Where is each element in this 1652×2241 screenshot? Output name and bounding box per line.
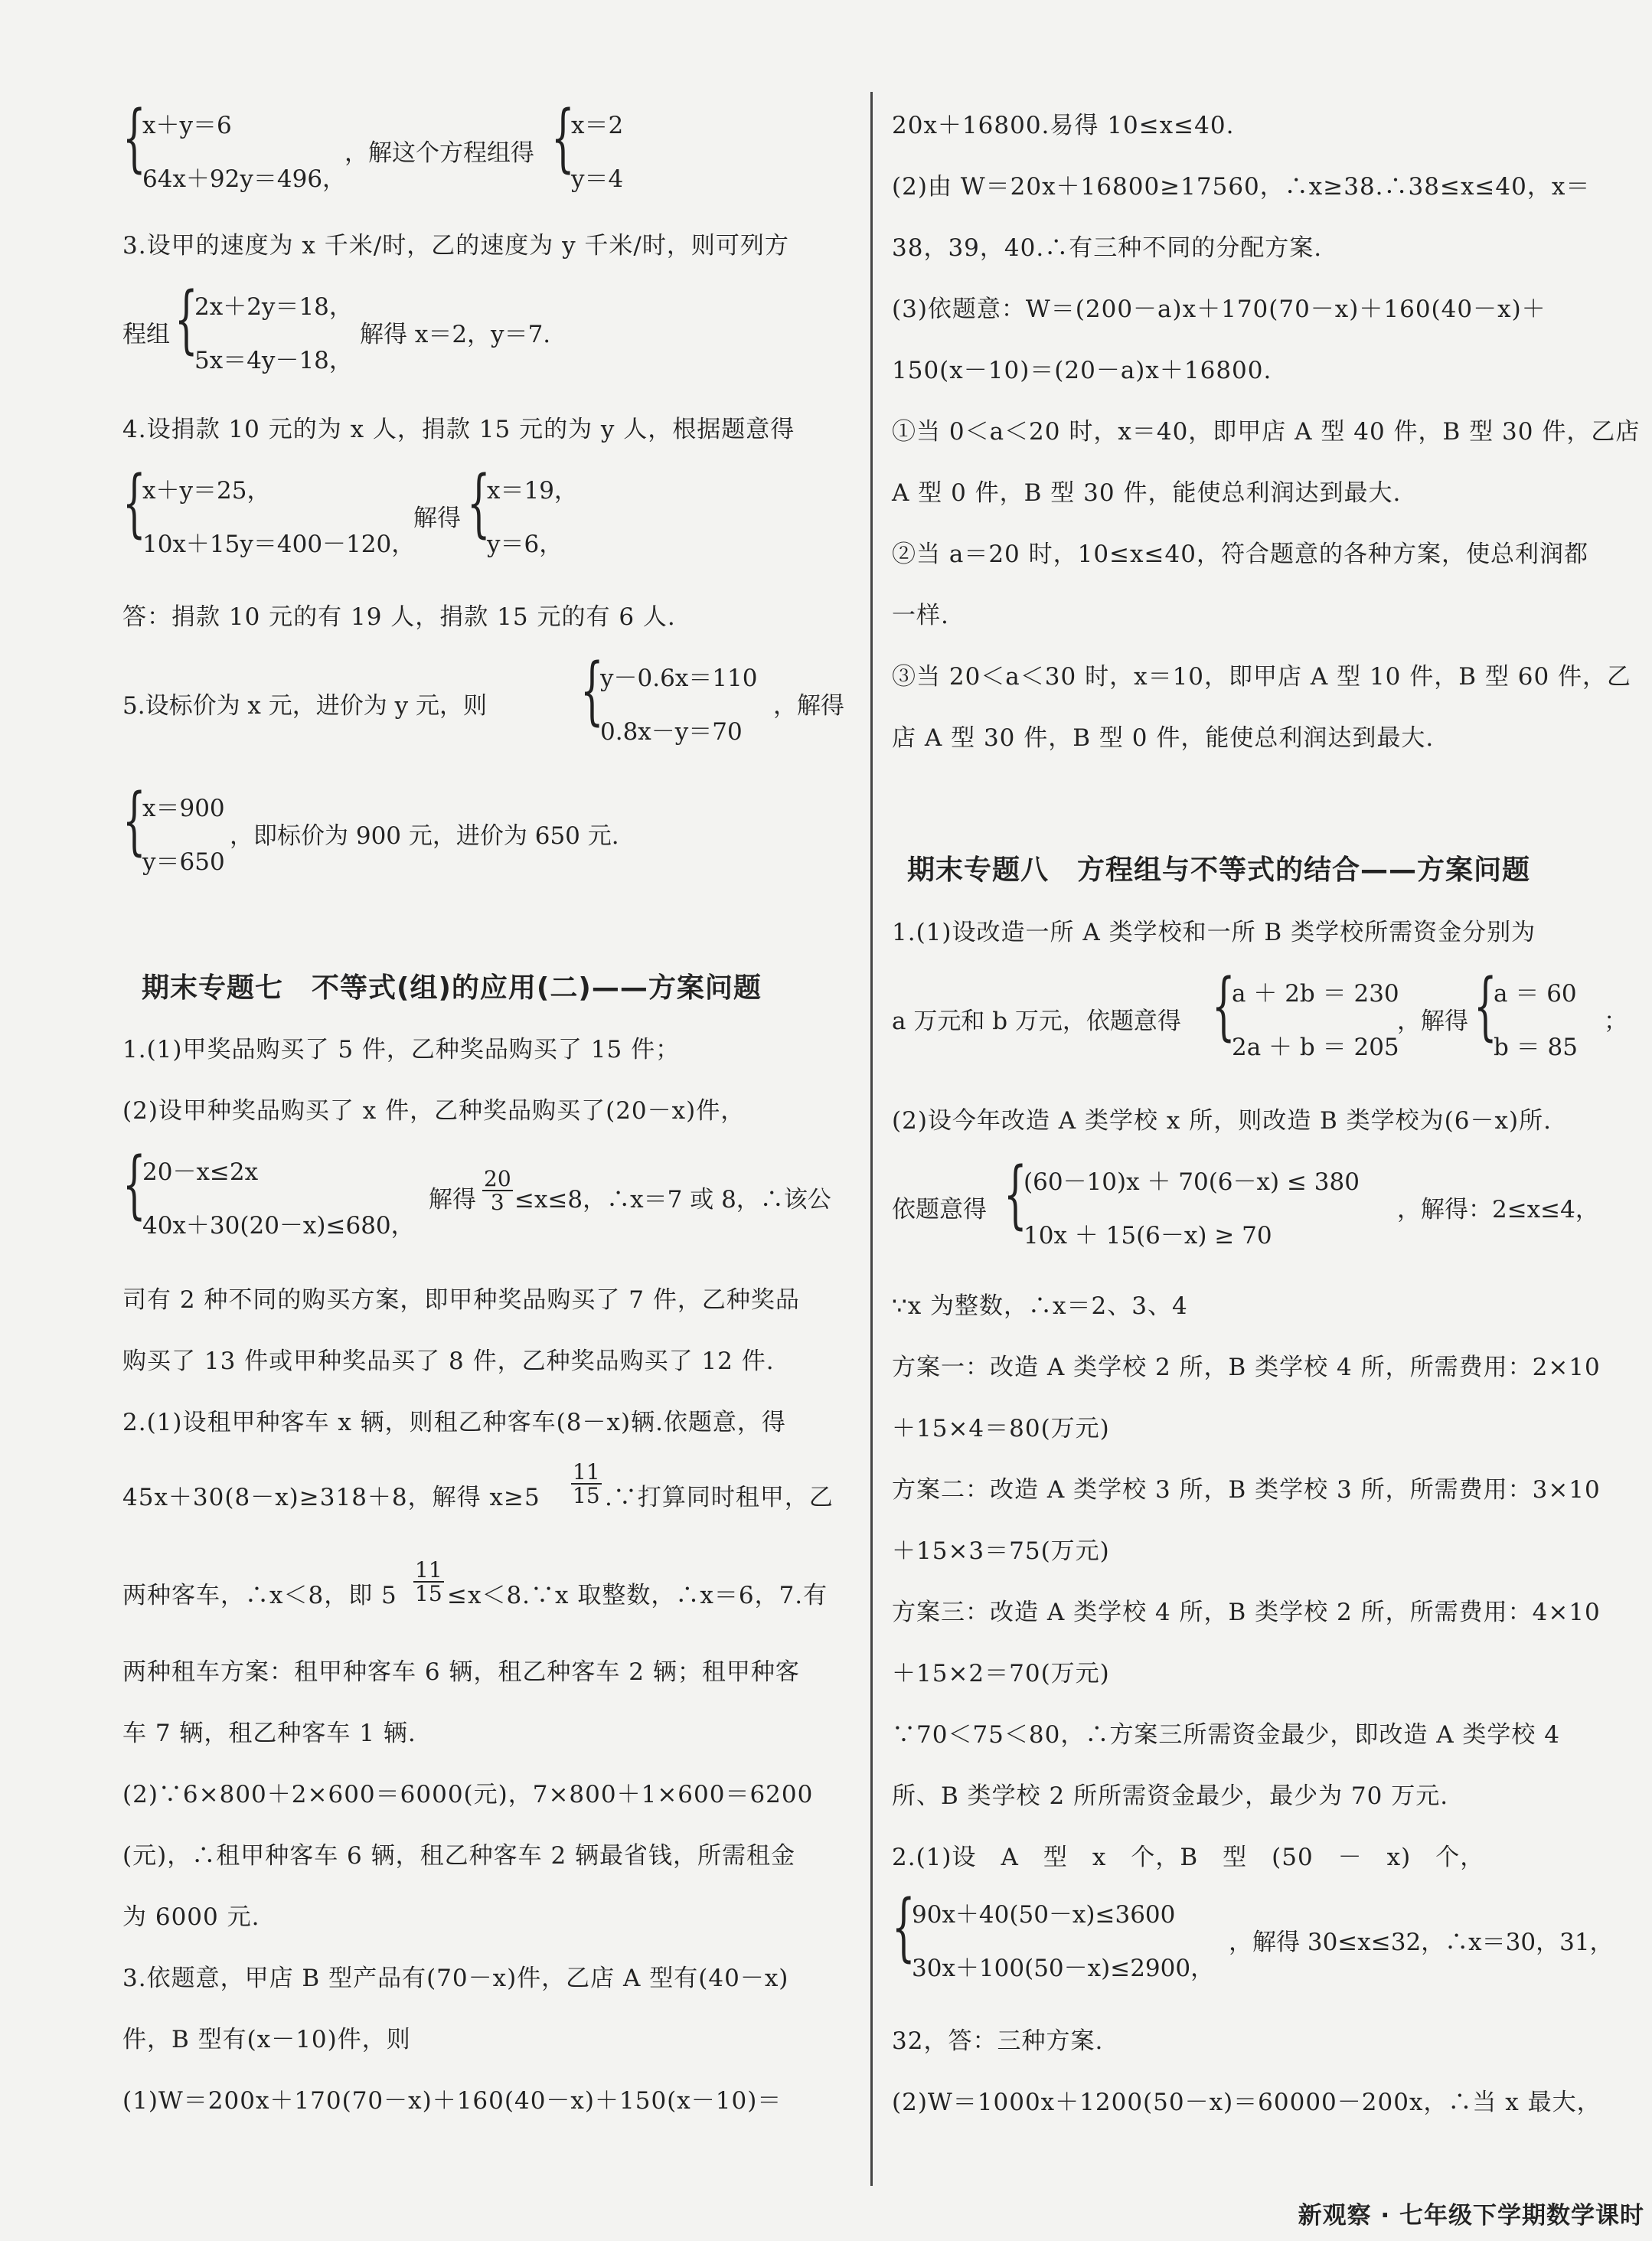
- text-line: ①当 0＜a＜20 时，x＝40，即甲店 A 型 40 件，B 型 30 件，乙店: [892, 418, 1641, 446]
- text-line: (2)设甲种奖品购买了 x 件，乙种奖品购买了(20－x)件，: [122, 1097, 746, 1125]
- text-line: 一样.: [892, 602, 949, 629]
- text-line: 32，答：三种方案.: [892, 2027, 1104, 2055]
- text-line: 1.(1)设改造一所 A 类学校和一所 B 类学校所需资金分别为: [892, 919, 1536, 946]
- equation-system-s1: a 万元和 b 万元，依题意得 { a ＋ 2b ＝ 230 2a ＋ b ＝ 205 ，解得 { a ＝ 60 b ＝ 85 ；: [892, 963, 1628, 1061]
- text-line: 2.(1)设租甲种客车 x 辆，则租乙种客车(8－x)辆.依题意，得: [122, 1409, 786, 1436]
- inequality-system-q1: { 20－x≤2x 40x＋30(20－x)≤680， 解得 $\frac{20}{3}$ ≤x≤8，∴x＝7 或 8，∴该公: [122, 1142, 831, 1240]
- text-line: ＋15×2＝70(万元): [892, 1660, 1110, 1687]
- text-line-fraction: 两种客车，∴x＜8，即 5: [122, 1582, 397, 1609]
- text-line: 20x＋16800.易得 10≤x≤40.: [892, 112, 1235, 139]
- text-line: 方案一：改造 A 类学校 2 所，B 类学校 4 所，所需费用：2×10: [892, 1354, 1601, 1381]
- equation-system-3: 程组 { 2x＋2y＝18， 5x＝4y－18， 解得 x＝2，y＝7.: [122, 276, 551, 374]
- section-heading-8: 期末专题八 方程组与不等式的结合——方案问题: [907, 854, 1531, 886]
- text-line: ＋15×4＝80(万元): [892, 1415, 1110, 1442]
- text-line: ∵70＜75＜80，∴方案三所需资金最少，即改造 A 类学校 4: [892, 1721, 1561, 1749]
- inequality-system-s3: { 90x＋40(50－x)≤3600 30x＋100(50－x)≤2900， ，解得 30≤x≤32，∴x＝30，31，: [892, 1884, 1614, 1982]
- text-line: 1.(1)甲奖品购买了 5 件，乙种奖品购买了 15 件；: [122, 1036, 681, 1063]
- text-line: (2)∵6×800＋2×600＝6000(元)，7×800＋1×600＝6200: [122, 1781, 814, 1808]
- text-line: 3.设甲的速度为 x 千米/时，乙的速度为 y 千米/时，则可列方: [122, 232, 789, 260]
- text-line: 4.设捐款 10 元的为 x 人，捐款 15 元的为 y 人，根据题意得: [122, 416, 795, 443]
- text-line: (3)依题意：W＝(200－a)x＋170(70－x)＋160(40－x)＋: [892, 296, 1546, 323]
- text-line: 方案三：改造 A 类学校 4 所，B 类学校 2 所，所需费用：4×10: [892, 1599, 1601, 1626]
- section-heading-7: 期末专题七 不等式(组)的应用(二)——方案问题: [142, 972, 762, 1004]
- text-line: 车 7 辆，租乙种客车 1 辆.: [122, 1720, 416, 1747]
- text-line: (2)设今年改造 A 类学校 x 所，则改造 B 类学校为(6－x)所.: [892, 1107, 1552, 1135]
- text-line: 两种租车方案：租甲种客车 6 辆，租乙种客车 2 辆；租甲种客: [122, 1658, 800, 1686]
- text-line: 2.(1)设 A 型 x 个，B 型 (50 － x) 个，: [892, 1844, 1485, 1871]
- text-line: (2)W＝1000x＋1200(50－x)＝60000－200x，∴当 x 最大，: [892, 2089, 1601, 2116]
- text-line: ③当 20＜a＜30 时，x＝10，即甲店 A 型 10 件，B 型 60 件，乙: [892, 663, 1632, 691]
- equation-system-5: 5.设标价为 x 元，进价为 y 元，则 { y－0.6x＝110 0.8x－y＝70 ，解得: [122, 648, 844, 746]
- text-line: 答：捐款 10 元的有 19 人，捐款 15 元的有 6 人.: [122, 603, 676, 631]
- text-line: 司有 2 种不同的购买方案，即甲种奖品购买了 7 件，乙种奖品: [122, 1286, 800, 1314]
- text-line: 3.依题意，甲店 B 型产品有(70－x)件，乙店 A 型有(40－x): [122, 1965, 789, 1992]
- equation-system-5b: { x＝900 y＝650 ，即标价为 900 元，进价为 650 元.: [122, 778, 619, 876]
- page-footer: 新观察 · 七年级下学期数学课时: [1298, 2202, 1644, 2230]
- text-line: 为 6000 元.: [122, 1903, 260, 1931]
- text-line: 所、B 类学校 2 所所需资金最少，最少为 70 万元.: [892, 1782, 1449, 1810]
- text-line: ∵x 为整数，∴x＝2、3、4: [892, 1292, 1188, 1320]
- text-line: 方案二：改造 A 类学校 3 所，B 类学校 3 所，所需费用：3×10: [892, 1476, 1601, 1504]
- equation-system-1: { x＋y＝6 64x＋92y＝496， ，解这个方程组得 { x＝2 y＝4: [122, 95, 624, 193]
- text-line: (2)由 W＝20x＋16800≥17560，∴x≥38.∴38≤x≤40，x＝: [892, 173, 1591, 201]
- text-line: 购买了 13 件或甲种奖品买了 8 件，乙种奖品购买了 12 件.: [122, 1348, 775, 1375]
- text-line: 店 A 型 30 件，B 型 0 件，能使总利润达到最大.: [892, 724, 1435, 752]
- column-divider: [870, 92, 873, 2186]
- equation-system-4: { x＋y＝25， 10x＋15y＝400－120， 解得 { x＝19， y＝6，: [122, 460, 578, 558]
- text-line-fraction: 45x＋30(8－x)≥318＋8，解得 x≥5: [122, 1484, 540, 1511]
- text-line: A 型 0 件，B 型 30 件，能使总利润达到最大.: [892, 479, 1402, 507]
- text-line: 150(x－10)＝(20－a)x＋16800.: [892, 357, 1272, 384]
- text-line: (元)，∴租甲种客车 6 辆，租乙种客车 2 辆最省钱，所需租金: [122, 1842, 796, 1870]
- text-line: ＋15×3＝75(万元): [892, 1537, 1110, 1565]
- inequality-system-s2: 依题意得 { (60－10)x ＋ 70(6－x) ≤ 380 10x ＋ 15(6－x) ≥ 70 ，解得：2≤x≤4，: [892, 1152, 1599, 1250]
- text-line: (1)W＝200x＋170(70－x)＋160(40－x)＋150(x－10)＝: [122, 2087, 782, 2115]
- text-line: 件，B 型有(x－10)件，则: [122, 2026, 411, 2053]
- text-line: ②当 a＝20 时，10≤x≤40，符合题意的各种方案，使总利润都: [892, 541, 1588, 568]
- text-line: 38，39，40.∴有三种不同的分配方案.: [892, 234, 1323, 262]
- answer-page: { x＋y＝6 64x＋92y＝496， ，解这个方程组得 { x＝2 y＝4 3.设甲的速度为 x 千米/时，乙的速度为 y 千米/时，则可列方 程组 { 2x＋2y＝18， 5x＝4y－18， 解得 x＝2，y＝7. 4.设捐款 10 元的为 x 人，捐款 15 元的为 y 人，根据题意得 { x＋y＝25， 10x＋15y＝400－120， 解得 { x＝19， y＝6， 答：捐款 10 元的有 19 人，捐款 15 元的有 6 人. 5.设标价为 x 元，进价为 y 元，则 { y－0.6x＝110 0.8x－y＝70 ，解得 { x＝900 y＝650 ，即标价为 900 元，进价为 650 元. 期末专题七 不等式(组)的应用(二)——方案问题 1.(1)甲奖品购买了 5 件，乙种奖品购买了 15 件； (2)设甲种奖品购买了 x 件，乙种奖品购买了(20－x)件， { 20－x≤2x 40x＋30(20－x)≤680， 解得 $\frac{20}{3}$ ≤x≤8，∴x＝7 或 8，∴该公 司有 2 种不同的购买方案，即甲种奖品购买了 7 件，乙种奖品 购买了 13 件或甲种奖品买了 8 件，乙种奖品购买了 12 件. 2.(1)设租甲种客车 x 辆，则租乙种客车(8－x)辆.依题意，得 45x＋30(8－x)≥318＋8，解得 x≥5 $\frac{11}{15}$ .∵打算同时租甲，乙 两种客车，∴x＜8，即 5 $\frac{11}{15}$ ≤x＜8.∵x 取整数，∴x＝6，7.有 两种租车方案：租甲种客车 6 辆，租乙种客车 2 辆；租甲种客 车 7 辆，租乙种客车 1 辆. (2)∵6×800＋2×600＝6000(元)，7×800＋1×600＝6200 (元)，∴租甲种客车 6 辆，租乙种客车 2 辆最省钱，所需租金 为 6000 元. 3.依题意，甲店 B 型产品有(70－x)件，乙店 A 型有(40－x) 件，B 型有(x－10)件，则 (1)W＝200x＋170(70－x)＋160(40－x)＋150(x－10)＝ 20x＋16800.易得 10≤x≤40. (2)由 W＝20x＋16800≥17560，∴x≥38.∴38≤x≤40，x＝ 38，39，40.∴有三种不同的分配方案. (3)依题意：W＝(200－a)x＋170(70－x)＋160(40－x)＋ 150(x－10)＝(20－a)x＋16800. ①当 0＜a＜20 时，x＝40，即甲店 A 型 40 件，B 型 30 件，乙店 A 型 0 件，B 型 30 件，能使总利润达到最大. ②当 a＝20 时，10≤x≤40，符合题意的各种方案，使总利润都 一样. ③当 20＜a＜30 时，x＝10，即甲店 A 型 10 件，B 型 60 件，乙 店 A 型 30 件，B 型 0 件，能使总利润达到最大. 期末专题八 方程组与不等式的结合——方案问题 1.(1)设改造一所 A 类学校和一所 B 类学校所需资金分别为 a 万元和 b 万元，依题意得 { a ＋ 2b ＝ 230 2a ＋ b ＝ 205 ，解得 { a ＝ 60 b ＝ 85 ； (2)设今年改造 A 类学校 x 所，则改造 B 类学校为(6－x)所. 依题意得 { (60－10)x ＋ 70(6－x) ≤ 380 10x ＋ 15(6－x) ≥ 70 ，解得：2≤x≤4， ∵x 为整数，∴x＝2、3、4 方案一：改造 A 类学校 2 所，B 类学校 4 所，所需费用：2×10 ＋15×4＝80(万元) 方案二：改造 A 类学校 3 所，B 类学校 3 所，所需费用：3×10 ＋15×3＝75(万元) 方案三：改造 A 类学校 4 所，B 类学校 2 所，所需费用：4×10 ＋15×2＝70(万元) ∵70＜75＜80，∴方案三所需资金最少，即改造 A 类学校 4 所、B 类学校 2 所所需资金最少，最少为 70 万元. 2.(1)设 A 型 x 个，B 型 (50 － x) 个， { 90x＋40(50－x)≤3600 30x＋100(50－x)≤2900， ，解得 30≤x≤32，∴x＝30，31， 32，答：三种方案. (2)W＝1000x＋1200(50－x)＝60000－200x，∴当 x 最大， 新观察 · 七年级下学期数学课时: [0, 0, 1652, 2241]
